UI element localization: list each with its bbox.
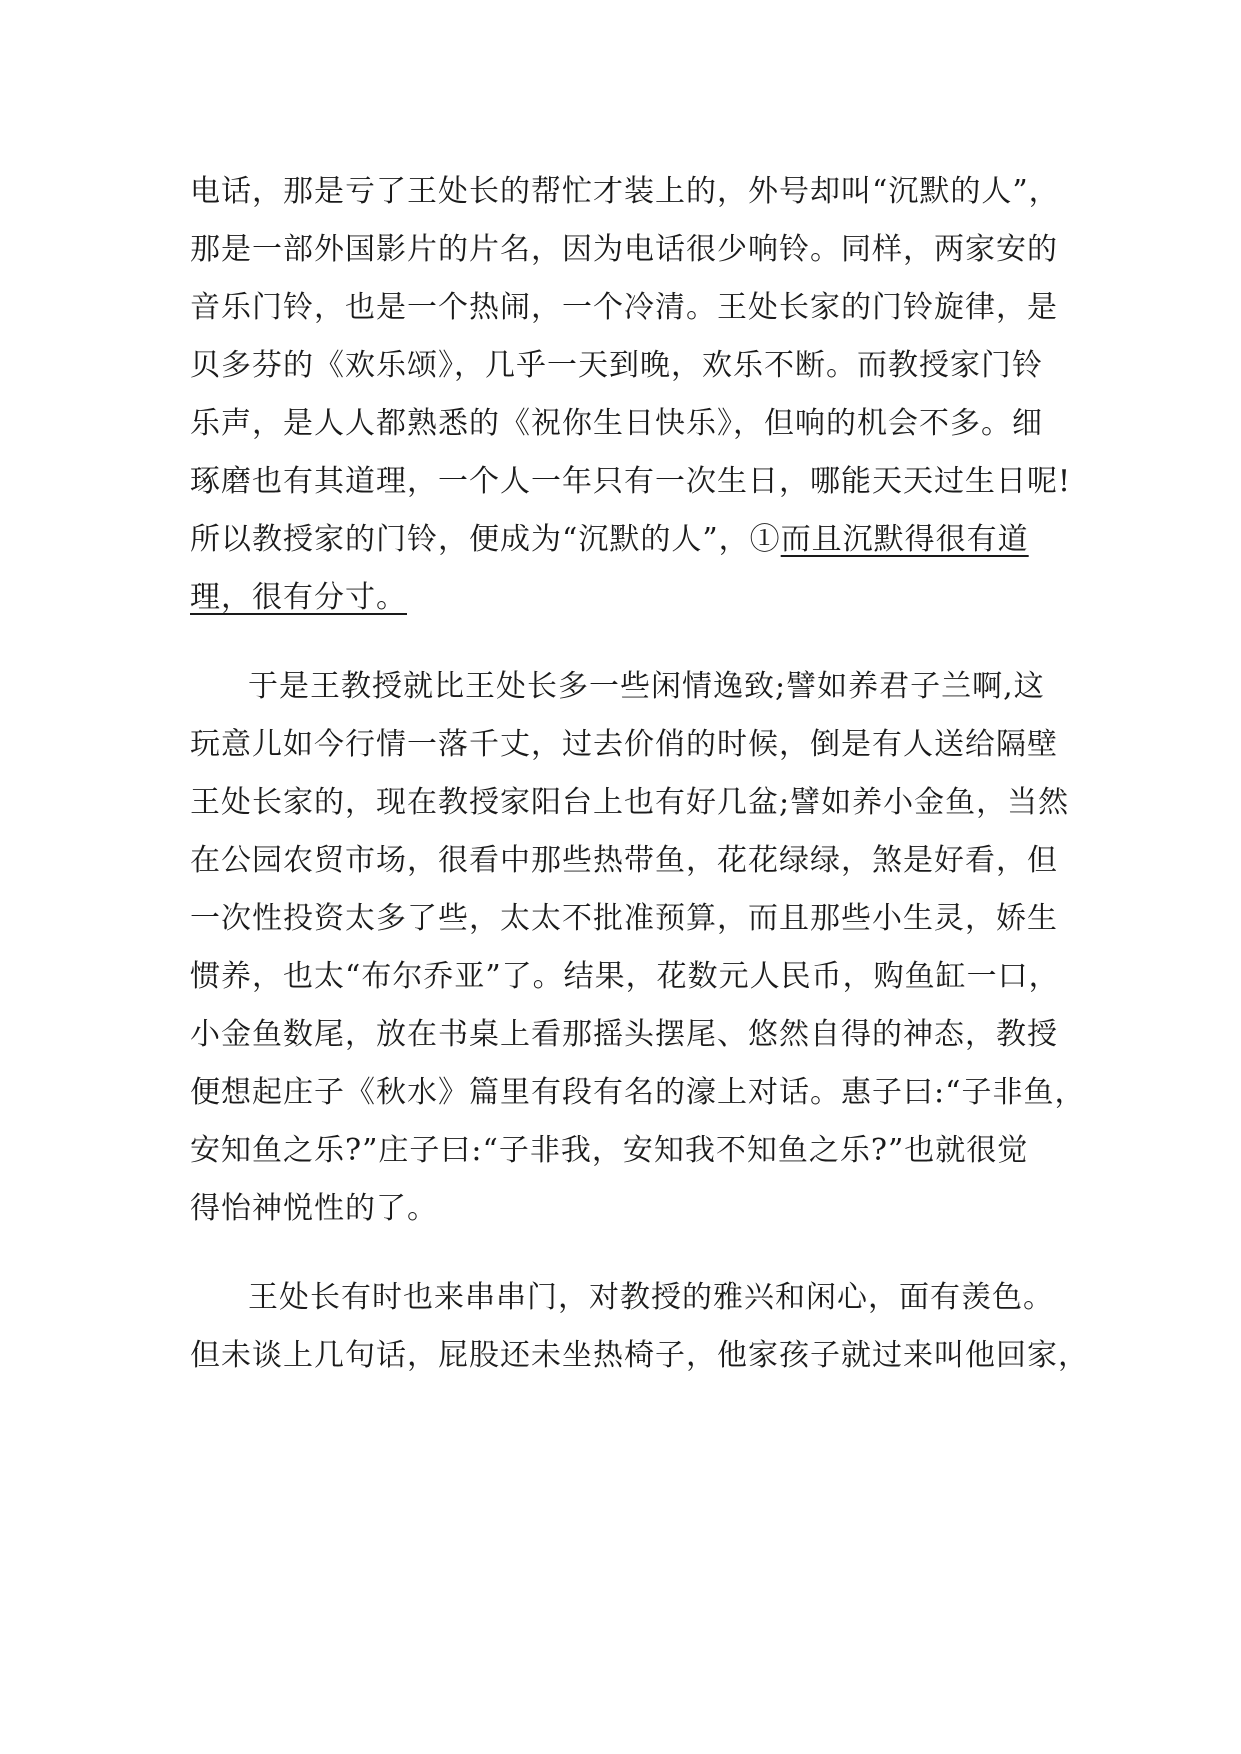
paragraph-1-line-7-text: 所以教授家的门铃，便成为“沉默的人”，① bbox=[190, 522, 781, 557]
paragraph-2-line-5: 一次性投资太多了些，太太不批准预算，而且那些小生灵，娇生 bbox=[190, 901, 1058, 936]
paragraph-2-line-4: 在公园农贸市场，很看中那些热带鱼，花花绿绿，煞是好看，但 bbox=[190, 843, 1058, 878]
paragraph-3-line-2: 但未谈上几句话，屁股还未坐热椅子，他家孩子就过来叫他回家， bbox=[190, 1338, 1089, 1373]
paragraph-1-line-5: 乐声，是人人都熟悉的《祝你生日快乐》，但响的机会不多。细 bbox=[190, 406, 1043, 441]
underlined-sentence-part-2: 理，很有分寸。 bbox=[190, 580, 407, 615]
paragraph-1-line-4: 贝多芬的《欢乐颂》，几乎一天到晚，欢乐不断。而教授家门铃 bbox=[190, 348, 1043, 383]
paragraph-2-line-2: 玩意儿如今行情一落千丈，过去价俏的时候，倒是有人送给隔壁 bbox=[190, 727, 1058, 762]
paragraph-1-line-3: 音乐门铃，也是一个热闹，一个冷清。王处长家的门铃旋律，是 bbox=[190, 290, 1058, 325]
paragraph-2-line-10: 得怡神悦性的了。 bbox=[190, 1191, 438, 1226]
paragraph-2-line-3: 王处长家的，现在教授家阳台上也有好几盆;譬如养小金鱼，当然 bbox=[190, 785, 1070, 820]
paragraph-1-line-6: 琢磨也有其道理，一个人一年只有一次生日，哪能天天过生日呢! bbox=[190, 464, 1072, 499]
paragraph-2-line-9: 安知鱼之乐?”庄子曰:“子非我，安知我不知鱼之乐?”也就很觉 bbox=[190, 1133, 1029, 1168]
paragraph-2-line-7: 小金鱼数尾，放在书桌上看那摇头摆尾、悠然自得的神态，教授 bbox=[190, 1017, 1058, 1052]
paragraph-2-line-8: 便想起庄子《秋水》篇里有段有名的濠上对话。惠子曰:“子非鱼， bbox=[190, 1075, 1086, 1110]
paragraph-2-line-6: 惯养，也太“布尔乔亚”了。结果，花数元人民币，购鱼缸一口， bbox=[190, 959, 1060, 994]
paragraph-3-line-1: 王处长有时也来串串门，对教授的雅兴和闲心，面有羡色。 bbox=[248, 1280, 1054, 1315]
paragraph-1-line-7 bbox=[190, 520, 1029, 560]
paragraph-1-line-2: 那是一部外国影片的片名，因为电话很少响铃。同样，两家安的 bbox=[190, 232, 1058, 267]
paragraph-1-line-1: 电话，那是亏了王处长的帮忙才装上的，外号却叫“沉默的人”， bbox=[190, 174, 1060, 209]
paragraph-2-line-1: 于是王教授就比王处长多一些闲情逸致;譬如养君子兰啊,这 bbox=[248, 669, 1045, 704]
underlined-sentence-part-1: 而且沉默得很有道 bbox=[780, 522, 1029, 557]
paragraph-1-line-8 bbox=[190, 578, 407, 618]
